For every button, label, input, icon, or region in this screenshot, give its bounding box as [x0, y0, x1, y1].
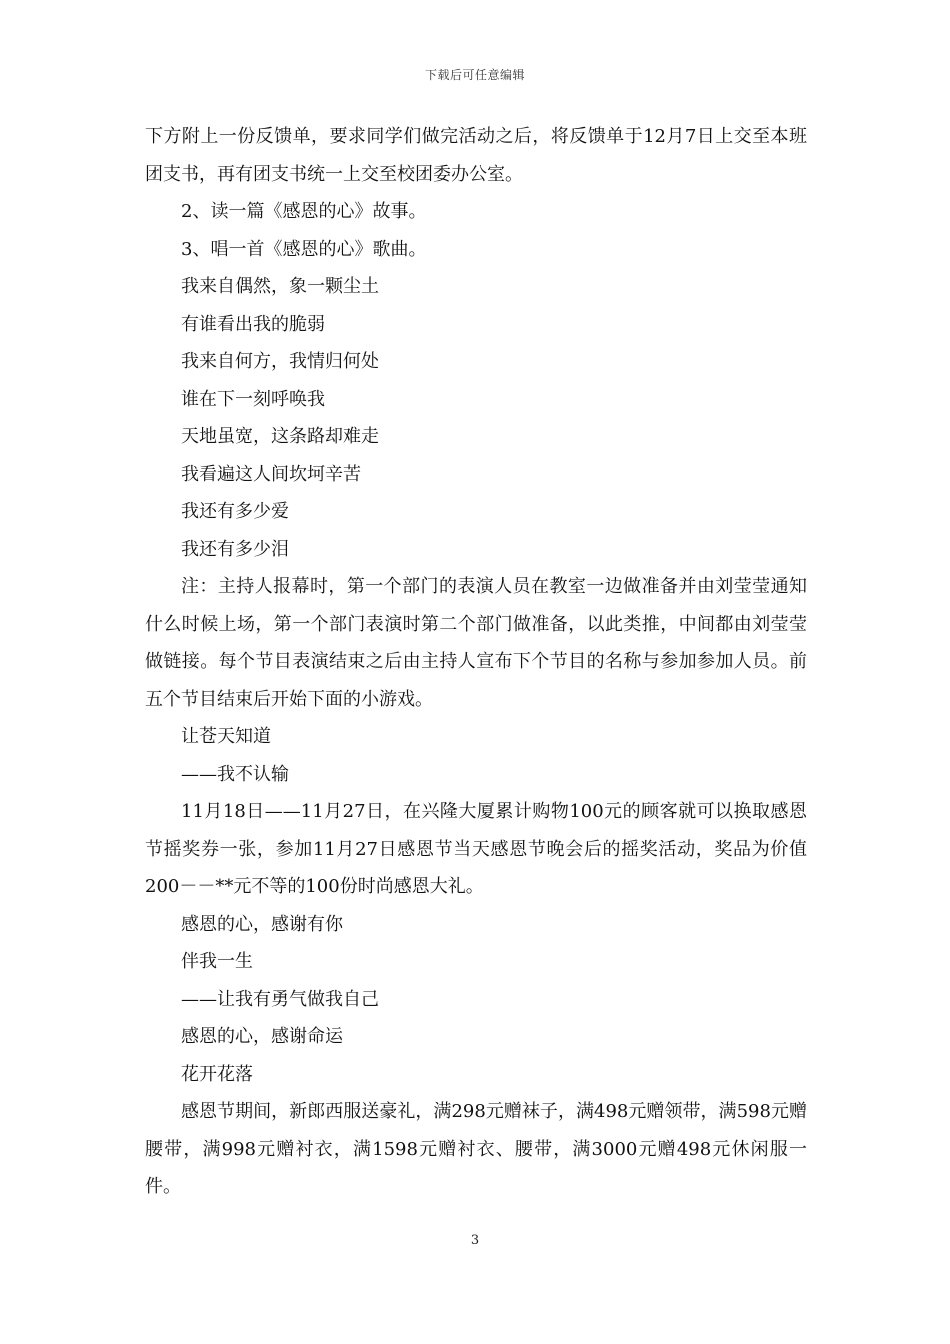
- lyric-line: 我还有多少爱: [181, 501, 289, 522]
- lyric-line: 天地虽宽，这条路却难走: [181, 426, 379, 447]
- lyric-line: 我还有多少泪: [181, 538, 289, 560]
- lyric-line: 我来自偶然，象一颗尘土: [181, 276, 379, 297]
- paragraph-suit-promo: 感恩节期间，新郎西服送豪礼，满298元赠袜子，满498元赠领带，满598元赠腰带，满998元赠衬衣，满1598元赠衬衣、腰带，满3000元赠498元休闲服一件。: [145, 1101, 807, 1197]
- page-header: 下载后可任意编辑: [424, 68, 525, 82]
- document-body: [145, 118, 807, 1206]
- lyric-line: 感恩的心，感谢命运: [181, 1026, 343, 1047]
- lyric-line: 让苍天知道: [181, 726, 271, 747]
- lyric-line: 伴我一生: [181, 951, 253, 972]
- lyric-line: 有谁看出我的脆弱: [181, 313, 325, 335]
- paragraph-feedback: 下方附上一份反馈单，要求同学们做完活动之后，将反馈单于12月7日上交至本班团支书，再有团支书统一上交至校团委办公室。: [145, 126, 807, 185]
- paragraph-sing-song: 3、唱一首《感恩的心》歌曲。: [181, 238, 427, 260]
- paragraph-note: 注：主持人报幕时，第一个部门的表演人员在教室一边做准备并由刘莹莹通知什么时候上场，第一个部门表演时第二个部门做准备，以此类推，中间都由刘莹莹做链接。每个节目表演结束之后由主持人宣布下个节目的名称与参加参加人员。前五个节目结束后开始下面的小游戏。: [145, 576, 807, 710]
- paragraph-read-story: 2、读一篇《感恩的心》故事。: [181, 201, 427, 222]
- lyric-line: ——我不认输: [181, 763, 289, 785]
- lyric-line: 我来自何方，我情归何处: [181, 351, 379, 372]
- page-number: 3: [470, 1233, 480, 1248]
- paragraph-lottery-promo: 11月18日——11月27日，在兴隆大厦累计购物100元的顾客就可以换取感恩节摇奖券一张，参加11月27日感恩节当天感恩节晚会后的摇奖活动，奖品为价值200－－**元不等的100份时尚感恩大礼。: [145, 801, 807, 897]
- lyric-line: 花开花落: [181, 1063, 253, 1085]
- lyric-line: ——让我有勇气做我自己: [181, 988, 379, 1010]
- lyric-line: 谁在下一刻呼唤我: [181, 388, 325, 410]
- lyric-line: 我看遍这人间坎坷辛苦: [181, 463, 361, 485]
- lyric-line: 感恩的心，感谢有你: [181, 913, 343, 935]
